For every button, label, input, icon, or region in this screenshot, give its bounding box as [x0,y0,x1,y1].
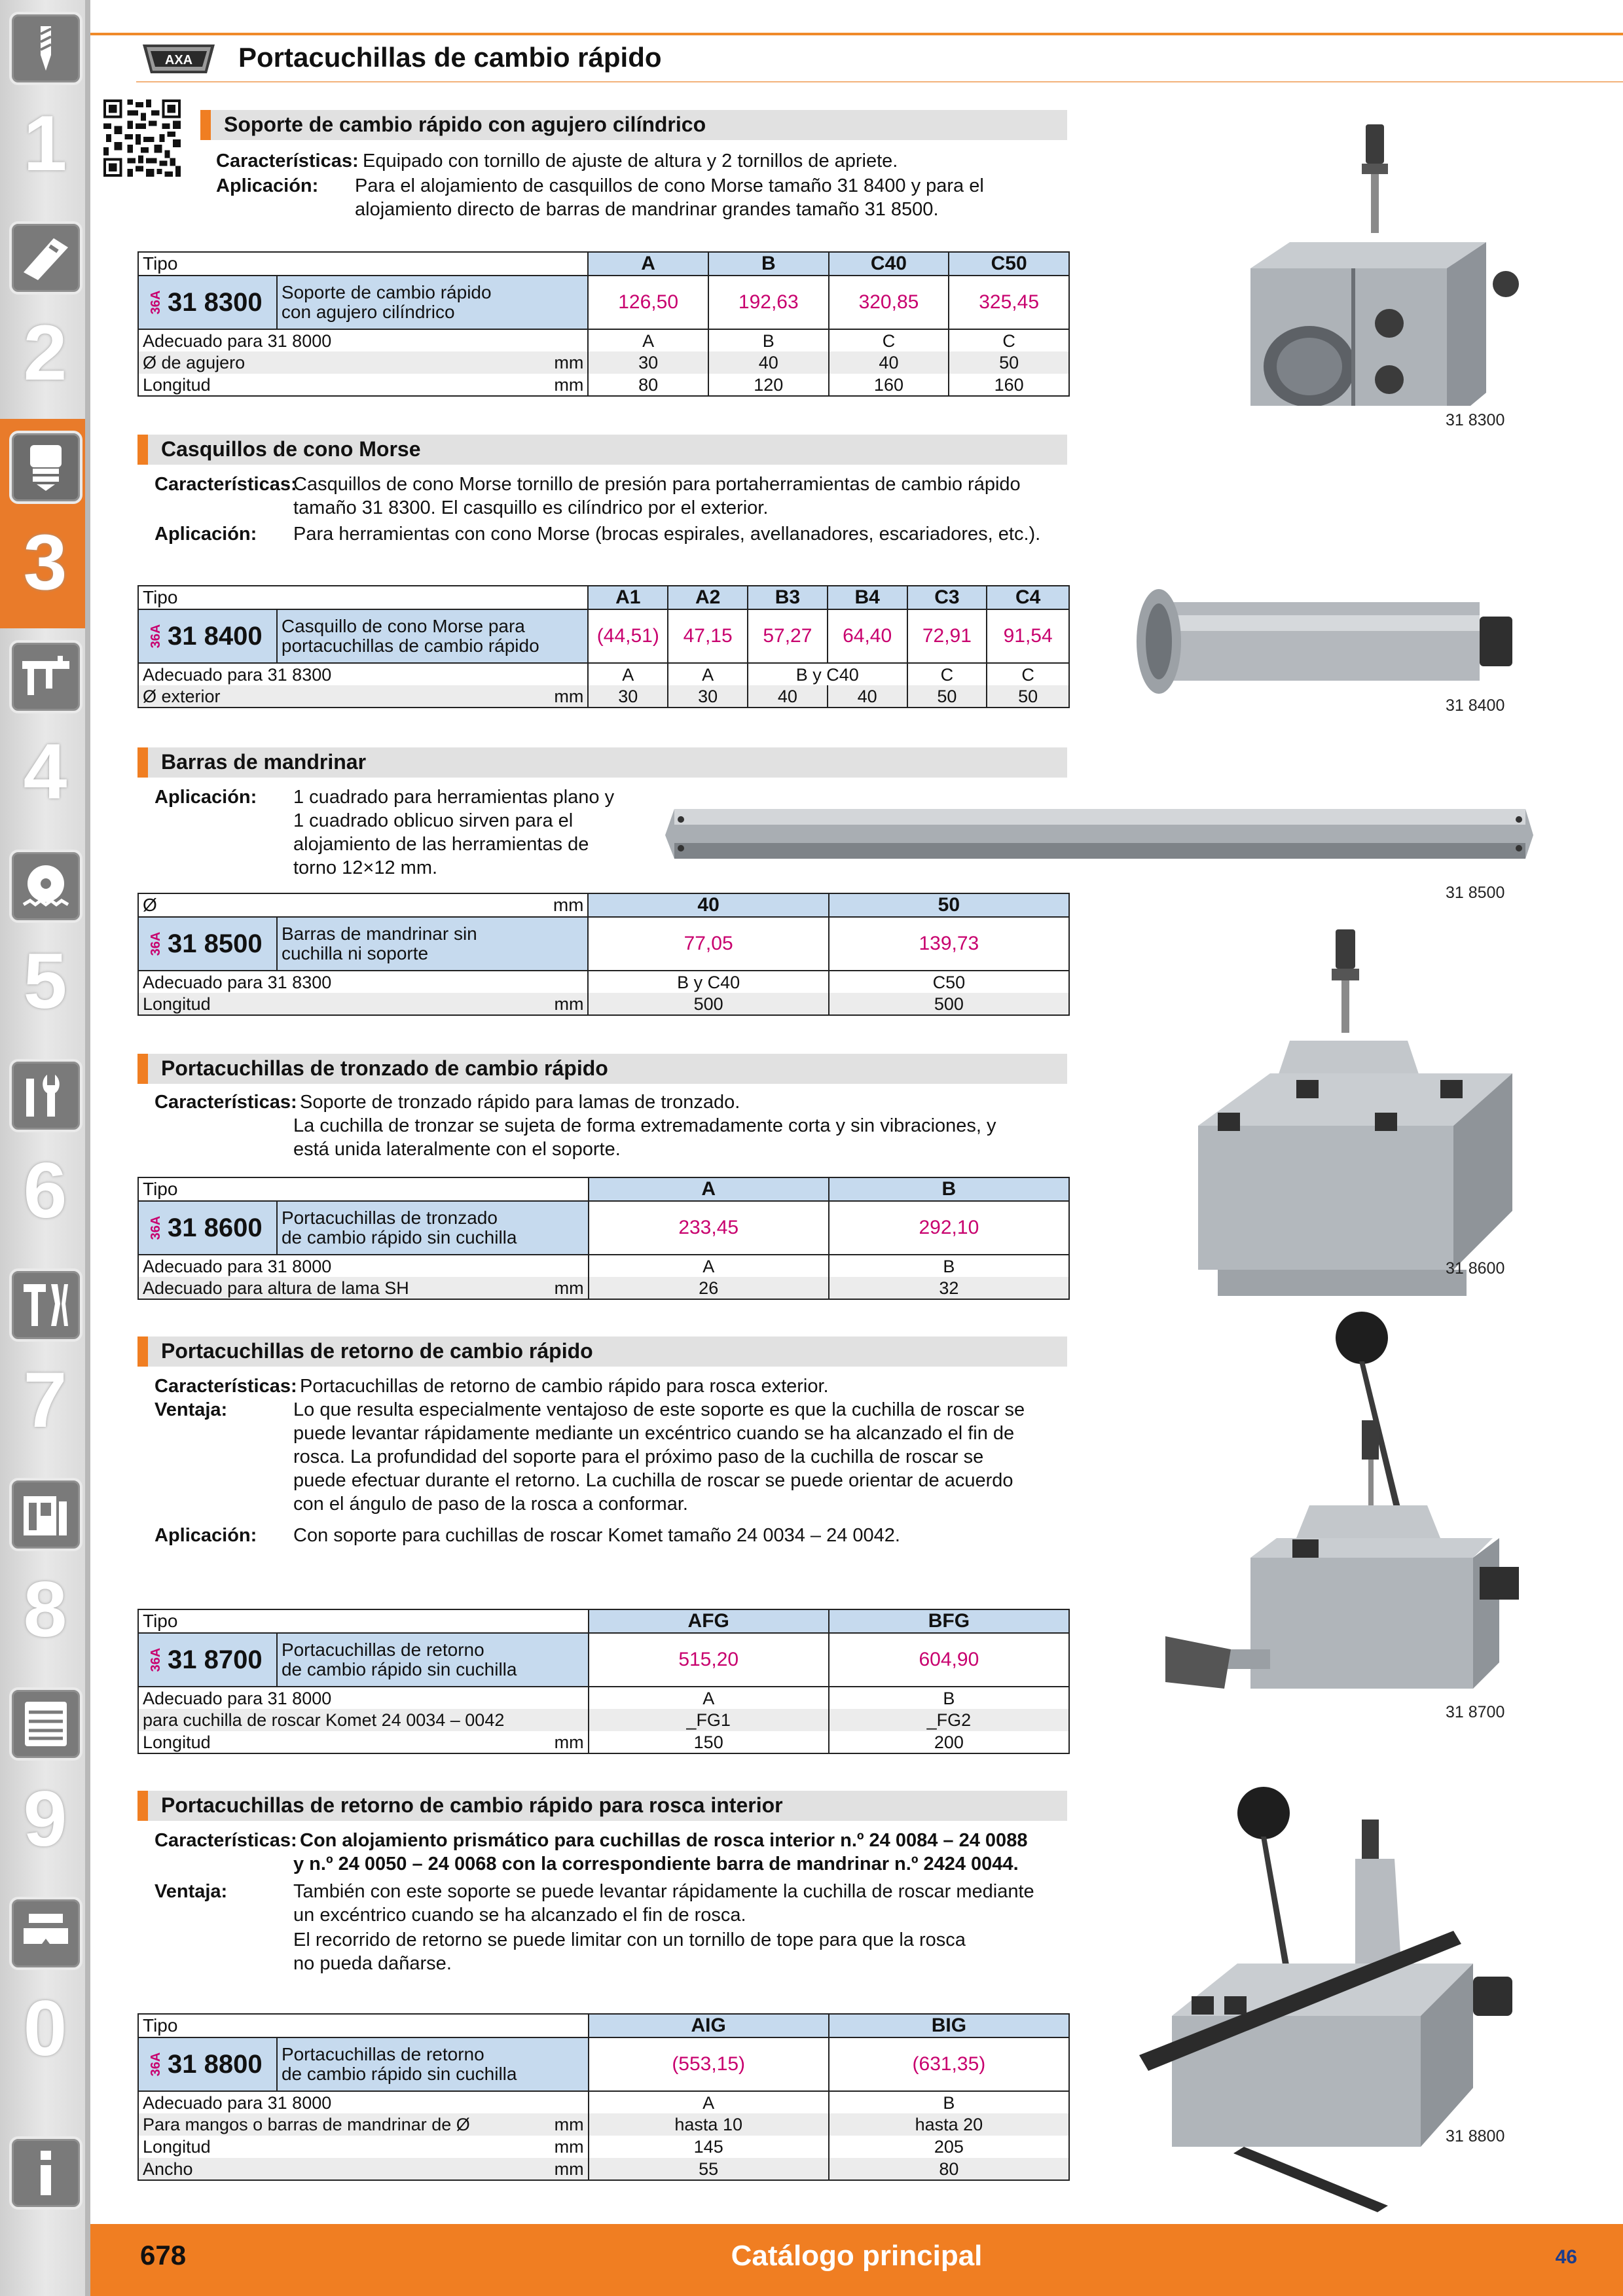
features-label: Características: [155,1830,297,1851]
article-description: Casquillo de cono Morse para portacuchillas de cambio rápido [277,609,588,663]
section-header-soporte [200,110,1067,140]
safety-goggles-icon [21,1909,71,1958]
chapter-tab-1[interactable] [0,0,90,209]
spec-table-318300: Tipo A B C40 C50 36A 31 8300 Soporte de cambio rápido con agujero cilíndrico 126,50 192,63 320,85 325,45 Adecuado para 31 8000 A B C C Ø de agujero mm 30 40 40 50 Longitud mm 80 120 160 160 [137,251,1070,397]
chapter-number: 8 [23,1566,67,1653]
spec-table-318500: Ø mm 40 50 36A 31 8500 Barras de mandrinar sin cuchilla ni soporte 77,05 139,73 Adecuado para 31 8300 B y C40 C50 Longitud mm 500 500 [137,893,1070,1016]
spec-table-318700: Tipo AFG BFG 36A 31 8700 Portacuchillas de retorno de cambio rápido sin cuchilla 515,20 604,90 Adecuado para 31 8000 A B para cuchilla de roscar Komet 24 0034 – 0042 _FG1 _FG2 Longitud mm 150 200 [137,1609,1070,1754]
price[interactable]: 325,45 [949,276,1069,329]
row-label: Adecuado para altura de lama SH mm [138,1277,589,1299]
section-title: Portacuchillas de retorno de cambio rápido para rosca interior [161,1793,783,1817]
features-text-1: Soporte de tronzado rápido para lamas de tronzado. [300,1092,740,1113]
section-header-retorno-interior [137,1791,1067,1821]
chapter-number: 9 [23,1775,67,1863]
application-text-2: alojamiento directo de barras de mandrinar grandes tamaño 31 8500. [355,199,939,220]
spec-table-318600: Tipo A B 36A 31 8600 Portacuchillas de tronzado de cambio rápido sin cuchilla 233,45 292,10 Adecuado para 31 8000 A B Adecuado para altura de lama SH mm 26 32 [137,1177,1070,1300]
row-label: Longitud mm [138,993,588,1015]
col-header: C50 [949,252,1069,276]
chapter-tab-5[interactable] [0,838,90,1047]
cabinet-icon [21,1699,71,1749]
section-header-casquillos [137,435,1067,465]
row-label: Longitud mm [138,2136,589,2158]
application-text-3: alojamiento de las herramientas de [293,834,589,855]
chapter-number: 6 [23,1147,67,1234]
chapter-tab-6[interactable] [0,1047,90,1257]
application-text-1: Para el alojamiento de casquillos de cono Morse tamaño 31 8400 y para el [355,175,984,196]
advantage-text-1: Lo que resulta especialmente ventajoso de este soporte es que la cuchilla de roscar se [293,1399,1025,1420]
header-top-line [90,33,1623,35]
section-title: Soporte de cambio rápido con agujero cilíndrico [224,113,706,136]
row-label: para cuchilla de roscar Komet 24 0034 – 0042 [138,1709,589,1731]
row-label: Adecuado para 31 8000 [138,329,588,351]
price[interactable]: 292,10 [829,1201,1069,1255]
article-description: Portacuchillas de tronzado de cambio rápido sin cuchilla [277,1201,589,1255]
application-label: Aplicación: [155,1525,257,1546]
chapter-tab-8[interactable] [0,1466,90,1676]
row-label: Adecuado para 31 8000 [138,1687,589,1709]
chapter-tab-3[interactable] [0,419,90,628]
application-text-4: torno 12×12 mm. [293,857,438,878]
article-code: 36A 31 8600 [138,1201,277,1255]
wrench-icon [21,1071,71,1121]
section-header-retorno [137,1336,1067,1367]
type-label: Tipo [138,1177,589,1201]
advantage-text-4: puede efectuar durante el retorno. La cuchilla de roscar se puede orientar de acuerdo [293,1470,1013,1491]
features-text-2: La cuchilla de tronzar se sujeta de forma extremadamente corta y sin vibraciones, y [293,1115,996,1136]
product-image-318600 [1192,929,1532,1302]
info-icon [21,2148,71,2198]
image-caption: 31 8500 [1446,884,1505,902]
page-title: Portacuchillas de cambio rápido [238,42,662,73]
price[interactable]: 57,27 [748,609,828,663]
product-image-318500 [661,806,1539,861]
chapter-number: 2 [23,309,67,397]
price[interactable]: 47,15 [668,609,748,663]
col-header: C40 [829,252,949,276]
section-title: Portacuchillas de retorno de cambio rápido [161,1339,593,1363]
type-label: Tipo [138,1609,589,1633]
price[interactable]: 64,40 [828,609,907,663]
article-code: 36A 31 8700 [138,1633,277,1687]
chapter-number: 5 [23,937,67,1025]
features-text-1: Con alojamiento prismático para cuchillas de rosca interior n.º 24 0084 – 24 0088 [300,1830,1028,1851]
spec-table-318400: Tipo A1 A2 B3 B4 C3 C4 36A 31 8400 Casquillo de cono Morse para portacuchillas de cambio rápido (44,51) 47,15 57,27 64,40 72,91 91,54 Adecuado para 31 8300 A A B y C40 C C Ø exterior mm 30 30 40 40 50 50 [137,585,1070,708]
price[interactable]: 192,63 [708,276,829,329]
row-label: Para mangos o barras de mandrinar de Ø mm [138,2113,589,2136]
chapter-number: 4 [23,728,67,816]
page-footer [90,2224,1623,2296]
advantage-text-3: rosca. La profundidad del soporte para el próximo paso de la cuchilla de roscar se [293,1446,984,1467]
application-text: Para herramientas con cono Morse (brocas espirales, avellanadores, escariadores, etc.). [293,524,1041,545]
chapter-tab-0[interactable] [0,1885,90,2094]
chapter-number: 3 [23,518,67,606]
chapter-tab-7[interactable] [0,1257,90,1466]
features-text: Equipado con tornillo de ajuste de altura y 2 tornillos de apriete. [363,151,898,171]
price[interactable]: 72,91 [907,609,987,663]
article-description: Portacuchillas de retorno de cambio rápido sin cuchilla [277,2037,589,2091]
product-image-318800 [1133,1780,1539,2212]
article-description: Soporte de cambio rápido con agujero cilíndrico [277,276,588,329]
pdf-page-index: 46 [1555,2246,1577,2268]
application-text: Con soporte para cuchillas de roscar Komet tamaño 24 0034 – 24 0042. [293,1525,900,1546]
row-label: Ø de agujero mm [138,351,588,374]
section-title: Casquillos de cono Morse [161,437,421,461]
article-description: Barras de mandrinar sin cuchilla ni soporte [277,917,589,971]
article-code: 36A 31 8400 [138,609,277,663]
section-title: Portacuchillas de tronzado de cambio rápido [161,1056,608,1080]
chapter-number: 0 [23,1984,67,2072]
section-header-tronzado [137,1054,1067,1084]
saw-blade-icon [21,861,71,911]
row-label: Longitud mm [138,374,588,396]
price[interactable]: 77,05 [588,917,828,971]
product-image-318400 [1133,576,1539,707]
features-text: Portacuchillas de retorno de cambio rápido para rosca exterior. [300,1376,829,1397]
advantage-text-5: con el ángulo de paso de la rosca a conformar. [293,1494,688,1515]
price[interactable]: 233,45 [589,1201,829,1255]
col-header: B [708,252,829,276]
image-caption: 31 8700 [1446,1703,1505,1721]
row-label: Adecuado para 31 8000 [138,2091,589,2113]
chapter-tab-info[interactable] [0,2094,90,2224]
price[interactable]: 91,54 [987,609,1069,663]
row-label: Adecuado para 31 8000 [138,1255,589,1277]
spec-table-318800: Tipo AIG BIG 36A 31 8800 Portacuchillas de retorno de cambio rápido sin cuchilla (553,15) (631,35) Adecuado para 31 8000 A B Para mangos o barras de mandrinar de Ø mm hasta 10 hasta 20 Longitud mm 145 205 Ancho mm 55 80 [137,2013,1070,2181]
caliper-icon [21,652,71,702]
advantage-text-2: puede levantar rápidamente mediante un excéntrico cuando se ha alcanzado el fin de [293,1423,1015,1444]
features-text-3: está unida lateralmente con el soporte. [293,1139,621,1160]
image-caption: 31 8400 [1446,696,1505,715]
chapter-number: 1 [23,99,67,187]
features-label: Características: [216,151,359,171]
price[interactable]: 604,90 [829,1633,1069,1687]
row-label: Adecuado para 31 8300 [138,971,588,993]
article-code: 36A 31 8500 [138,917,277,971]
page-number: 678 [140,2240,187,2270]
application-label: Aplicación: [155,787,257,808]
qr-code[interactable] [103,99,181,177]
group-tag: 36A [148,290,163,315]
application-text-1: 1 cuadrado para herramientas plano y [293,787,615,808]
section-title: Barras de mandrinar [161,750,367,774]
cutting-insert-icon [21,233,71,283]
chapter-tab-4[interactable] [0,628,90,838]
toolbox-icon [21,1490,71,1539]
features-text-2: y n.º 24 0050 – 24 0068 con la correspondiente barra de mandrinar n.º 2424 0044. [293,1854,1019,1874]
type-label: Tipo [138,252,588,276]
col-header: A [588,252,708,276]
advantage-text-1: También con este soporte se puede levantar rápidamente la cuchilla de roscar mediante [293,1881,1034,1902]
tool-holder-icon [21,442,71,492]
drill-bit-icon [21,24,71,73]
application-label: Aplicación: [216,175,319,196]
chapter-tab-rail [0,0,90,2296]
row-label: Ancho mm [138,2158,589,2180]
features-label: Características: [155,474,297,495]
article-code: 36A 31 8800 [138,2037,277,2091]
pliers-icon [21,1280,71,1330]
header-rule [136,81,1623,82]
type-label: Tipo [138,2014,589,2037]
product-image-318300 [1237,118,1525,406]
article-description: Portacuchillas de retorno de cambio rápido sin cuchilla [277,1633,589,1687]
chapter-tab-9[interactable] [0,1676,90,1885]
diameter-label: Ø mm [138,893,588,917]
price[interactable]: (44,51) [588,609,668,663]
price[interactable]: 515,20 [589,1633,829,1687]
section-header-barras [137,747,1067,778]
advantage-text-2: un excéntrico cuando se ha alcanzado el fin de rosca. [293,1905,746,1926]
application-text-2: 1 cuadrado oblicuo sirven para el [293,810,574,831]
price[interactable]: (631,35) [829,2037,1069,2091]
row-label: Longitud mm [138,1731,589,1753]
type-label: Tipo [138,586,588,609]
advantage-label: Ventaja: [155,1399,228,1420]
axa-logo [143,42,215,76]
row-label: Ø exterior mm [138,685,588,708]
features-text-1: Casquillos de cono Morse tornillo de presión para portaherramientas de cambio rápido [293,474,1021,495]
product-image-318700 [1152,1309,1539,1715]
image-caption: 31 8300 [1446,411,1505,429]
features-text-2: tamaño 31 8300. El casquillo es cilíndrico por el exterior. [293,497,769,518]
article-code: 36A 31 8300 [138,276,277,329]
advantage-text-4: no pueda dañarse. [293,1953,452,1974]
price[interactable]: (553,15) [589,2037,829,2091]
advantage-label: Ventaja: [155,1881,228,1902]
image-caption: 31 8800 [1446,2127,1505,2145]
row-label: Adecuado para 31 8300 [138,663,588,685]
chapter-number: 7 [23,1356,67,1444]
rail-edge [85,0,90,2296]
price[interactable]: 126,50 [588,276,708,329]
features-label: Características: [155,1376,297,1397]
features-label: Características: [155,1092,297,1113]
application-label: Aplicación: [155,524,257,545]
price[interactable]: 139,73 [829,917,1069,971]
chapter-tab-2[interactable] [0,209,90,419]
advantage-text-3: El recorrido de retorno se puede limitar con un tornillo de tope para que la rosca [293,1929,966,1950]
brand-text: AXA [164,53,193,67]
catalog-title: Catálogo principal [731,2240,983,2272]
price[interactable]: 320,85 [829,276,949,329]
image-caption: 31 8600 [1446,1259,1505,1278]
